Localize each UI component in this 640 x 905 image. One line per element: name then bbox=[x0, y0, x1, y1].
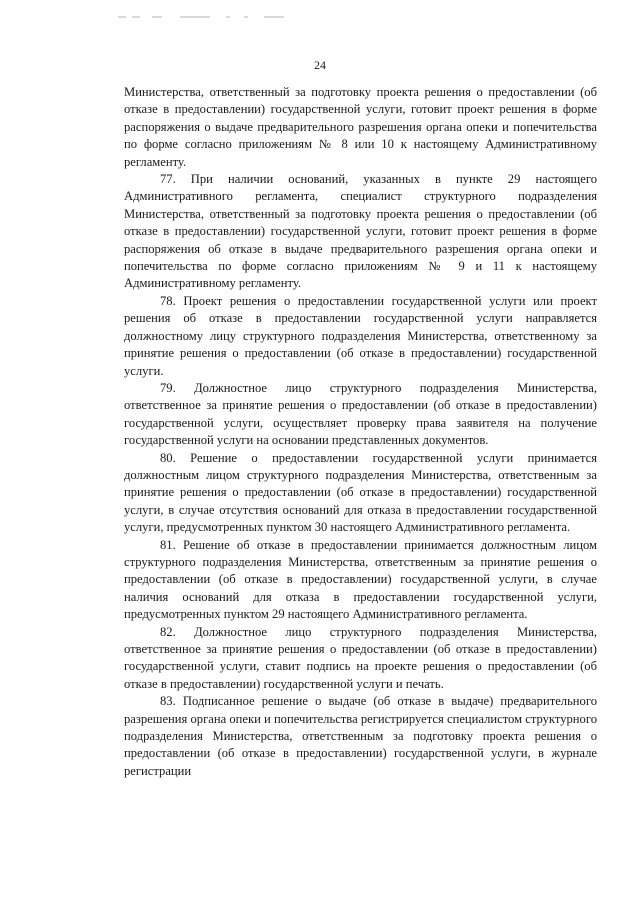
paragraph-80: 80. Решение о предоставлении государственной услуги принимается должностным лицом структурного подразделения Министерства, ответственным за принятие решения о предоставлении (об отказе в предоставлении) государственной услуги, в случае отсутствия оснований для отказа в предоставлении государственной услуги, предусмотренных пунктом 30 настоящего Административного регламента. bbox=[124, 450, 597, 535]
page-number: 24 bbox=[314, 58, 326, 72]
paragraph-79: 79. Должностное лицо структурного подразделения Министерства, ответственное за принятие решения о предоставлении (об отказе в предоставлении) государственной услуги, осуществляет проверку права заявителя на получение государственной услуги на основании представленных документов. bbox=[124, 380, 597, 448]
paragraph-83: 83. Подписанное решение о выдаче (об отказе в выдаче) предварительного разрешения органа опеки и попечительства регистрируется специалистом структурного подразделения Министерства, ответственным за подготовку проекта решения о предоставлении (об отказе в предоставлении) государственной услуги, в журнале регистрации bbox=[124, 694, 597, 778]
paragraph-81: 81. Решение об отказе в предоставлении принимается должностным лицом структурного подразделения Министерства, ответственным за принятие решения о предоставлении (об отказе в предоставлении) государственной услуги, в случае наличия оснований для отказа в предоставлении государственной услуги, предусмотренных пунктом 29 настоящего Административного регламента. bbox=[124, 537, 597, 622]
scan-artifact-marks bbox=[118, 14, 288, 20]
paragraph-82: 82. Должностное лицо структурного подразделения Министерства, ответственное за принятие решения о предоставлении (об отказе в предоставлении) государственной услуги, ставит подпись на проекте решения о предоставлении (об отказе в предоставлении) государственной услуги и печать. bbox=[124, 624, 597, 691]
paragraph-77: 77. При наличии оснований, указанных в пункте 29 настоящего Административного регламента, специалист структурного подразделения Министерства, ответственный за подготовку проекта решения о предоставлении (об отказе в предоставлении) государственной услуги, готовит проект решения в форме распоряжения об отказе в выдаче предварительного разрешения органа опеки и попечительства по форме согласно приложениям № 9 и 11 к настоящему Административному регламенту. bbox=[124, 172, 597, 291]
document-body bbox=[124, 84, 597, 780]
paragraph-continuation: Министерства, ответственный за подготовку проекта решения о предоставлении (об отказе в предоставлении) государственной услуги, готовит проект решения в форме распоряжения о выдаче предварительного разрешения органа опеки и попечительства по форме согласно приложениям № 8 или 10 к настоящему Административному регламенту. bbox=[124, 85, 597, 169]
paragraph-78: 78. Проект решения о предоставлении государственной услуги или проект решения об отказе в предоставлении государственной услуги направляется должностному лицу структурного подразделения Министерства, ответственному за принятие решения о предоставлении (об отказе в предоставлении) государственной услуги. bbox=[124, 293, 597, 378]
